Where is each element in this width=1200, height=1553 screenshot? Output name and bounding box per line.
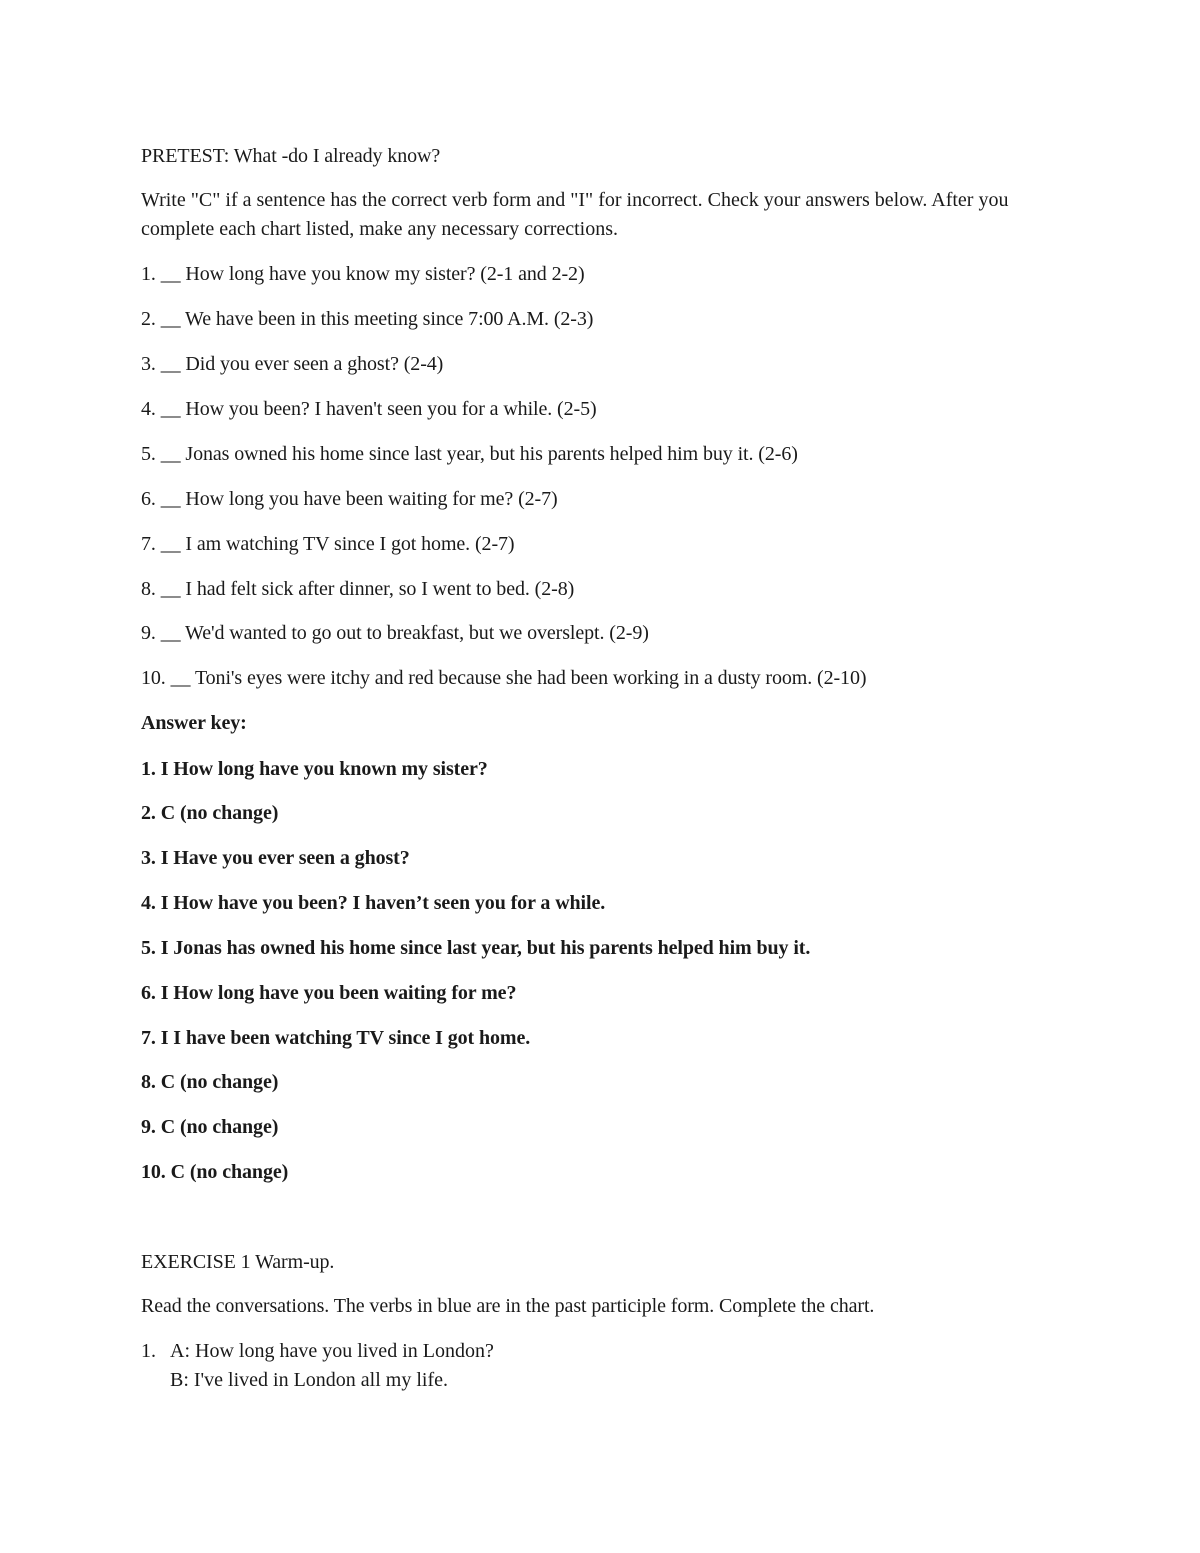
answer-key-item: 8. C (no change) xyxy=(141,1071,279,1093)
pretest-item: 7. __ I am watching TV since I got home. (2-7) xyxy=(141,533,515,555)
conversation-line-a xyxy=(141,1337,494,1366)
pretest-item: 5. __ Jonas owned his home since last year, but his parents helped him buy it. (2-6) xyxy=(141,443,798,465)
answer-key-item: 4. I How have you been? I haven’t seen you for a while. xyxy=(141,892,606,914)
answer-key-item: 6. I How long have you been waiting for me? xyxy=(141,982,517,1004)
answer-key-item: 10. C (no change) xyxy=(141,1161,289,1183)
answer-key-item: 9. C (no change) xyxy=(141,1116,279,1138)
pretest-item: 9. __ We'd wanted to go out to breakfast, but we overslept. (2-9) xyxy=(141,622,649,644)
answer-key-heading: Answer key: xyxy=(141,712,247,734)
pretest-item: 6. __ How long you have been waiting for me? (2-7) xyxy=(141,488,558,510)
pretest-title: PRETEST: What -do I already know? xyxy=(141,145,441,167)
answer-key-item: 2. C (no change) xyxy=(141,802,279,824)
pretest-item: 10. __ Toni's eyes were itchy and red because she had been working in a dusty room. (2-10) xyxy=(141,667,867,689)
pretest-item: 1. __ How long have you know my sister? (2-1 and 2-2) xyxy=(141,263,585,285)
exercise-instructions: Read the conversations. The verbs in blue are in the past participle form. Complete the chart. xyxy=(141,1295,875,1317)
pretest-item: 3. __ Did you ever seen a ghost? (2-4) xyxy=(141,353,444,375)
speaker-b-text: B: I've lived in London all my life. xyxy=(170,1369,448,1391)
conversation-line-b xyxy=(141,1366,494,1395)
pretest-item: 2. __ We have been in this meeting since 7:00 A.M. (2-3) xyxy=(141,308,594,330)
speaker-a-text: A: How long have you lived in London? xyxy=(170,1340,494,1362)
conversation-number: 1. xyxy=(141,1340,156,1362)
exercise-title: EXERCISE 1 Warm-up. xyxy=(141,1251,335,1273)
answer-key-item: 7. I I have been watching TV since I got home. xyxy=(141,1027,531,1049)
answer-key-item: 1. I How long have you known my sister? xyxy=(141,758,488,780)
conversation xyxy=(141,1337,494,1395)
pretest-item: 8. __ I had felt sick after dinner, so I went to bed. (2-8) xyxy=(141,578,575,600)
answer-key-item: 5. I Jonas has owned his home since last year, but his parents helped him buy it. xyxy=(141,937,811,959)
answer-key-item: 3. I Have you ever seen a ghost? xyxy=(141,847,410,869)
pretest-instructions: Write "C" if a sentence has the correct verb form and "I" for incorrect. Check your answers below. After you complete each chart listed, make any necessary corrections. xyxy=(141,189,1009,240)
pretest-item: 4. __ How you been? I haven't seen you for a while. (2-5) xyxy=(141,398,597,420)
